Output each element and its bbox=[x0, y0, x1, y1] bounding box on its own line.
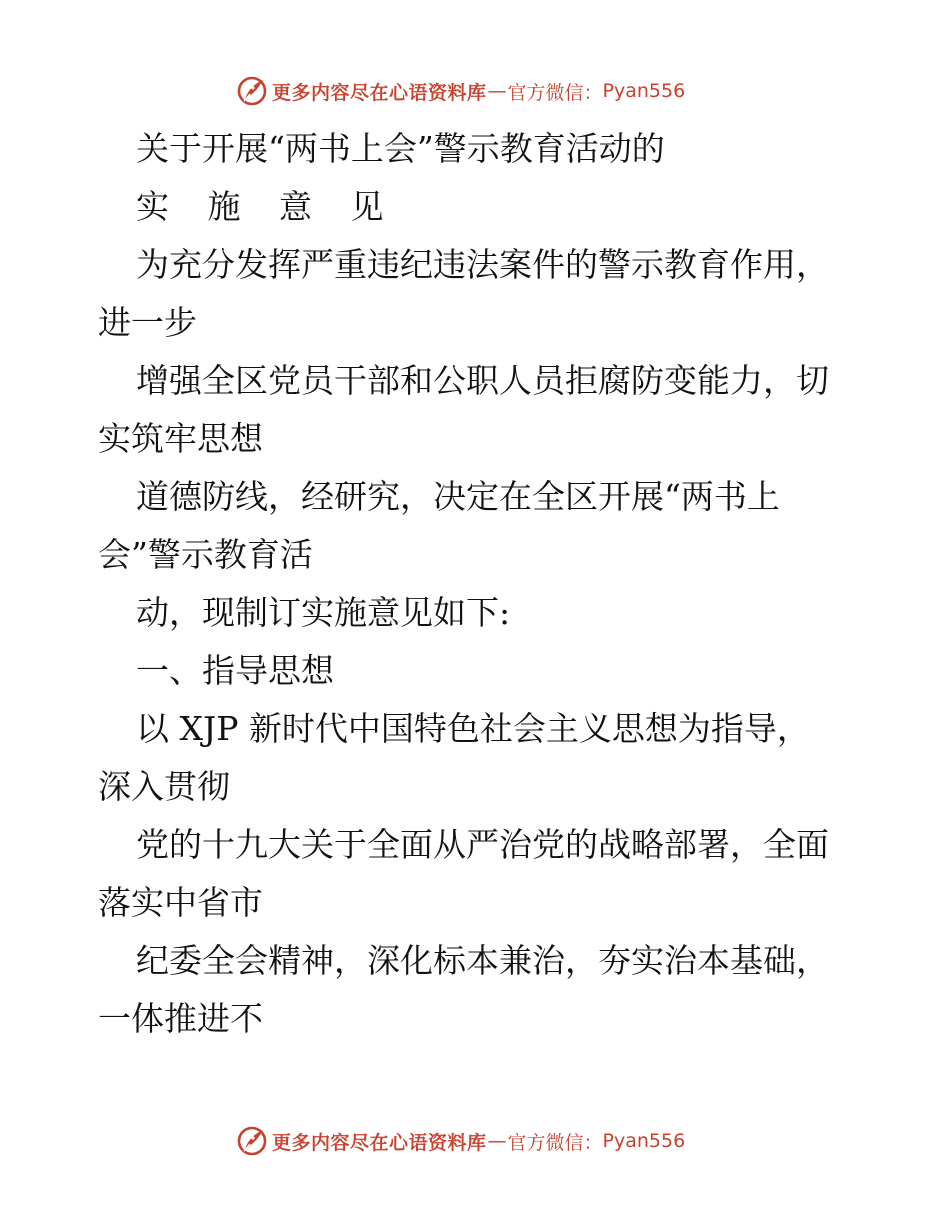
watermark-contact-label: 官方微信： bbox=[507, 1131, 603, 1154]
paragraph-line: 党的十九大关于全面从严治党的战略部署，全面 bbox=[136, 825, 829, 864]
document-subtitle-line: 实 施 意 见 bbox=[136, 187, 398, 226]
watermark-dash: — bbox=[487, 1130, 507, 1152]
paragraph-line: 进一步 bbox=[98, 303, 197, 342]
watermark-brand-text: 更多内容尽在心语资料库 bbox=[272, 81, 487, 104]
header-watermark bbox=[236, 74, 685, 108]
paragraph-line: 一、指导思想 bbox=[136, 651, 334, 690]
paragraph-line: 增强全区党员干部和公职人员拒腐防变能力，切 bbox=[136, 361, 829, 400]
document-title-line: 关于开展“两书上会”警示教育活动的 bbox=[136, 129, 665, 168]
paragraph-line: 实筑牢思想 bbox=[98, 419, 263, 458]
paragraph-line: 为充分发挥严重违纪违法案件的警示教育作用， bbox=[136, 245, 829, 284]
watermark-wechat-id: Pyan556 bbox=[602, 1130, 686, 1152]
paragraph-line: 以 XJP 新时代中国特色社会主义思想为指导， bbox=[136, 709, 810, 748]
feather-pen-logo-icon bbox=[236, 1125, 268, 1157]
footer-watermark bbox=[236, 1124, 685, 1158]
watermark-wechat-id: Pyan556 bbox=[602, 80, 686, 102]
paragraph-line: 道德防线，经研究，决定在全区开展“两书上 bbox=[136, 477, 780, 516]
paragraph-line: 一体推进不 bbox=[98, 999, 263, 1038]
watermark-dash: — bbox=[487, 80, 507, 102]
watermark-contact-label: 官方微信： bbox=[507, 81, 603, 104]
feather-pen-logo-icon bbox=[236, 75, 268, 107]
paragraph-line: 落实中省市 bbox=[98, 883, 263, 922]
document-body bbox=[98, 120, 898, 1048]
paragraph-line: 深入贯彻 bbox=[98, 767, 230, 806]
paragraph-line: 纪委全会精神，深化标本兼治，夯实治本基础， bbox=[136, 941, 829, 980]
watermark-brand-text: 更多内容尽在心语资料库 bbox=[272, 1131, 487, 1154]
paragraph-line: 会”警示教育活 bbox=[98, 535, 313, 574]
paragraph-line: 动，现制订实施意见如下: bbox=[136, 593, 511, 632]
